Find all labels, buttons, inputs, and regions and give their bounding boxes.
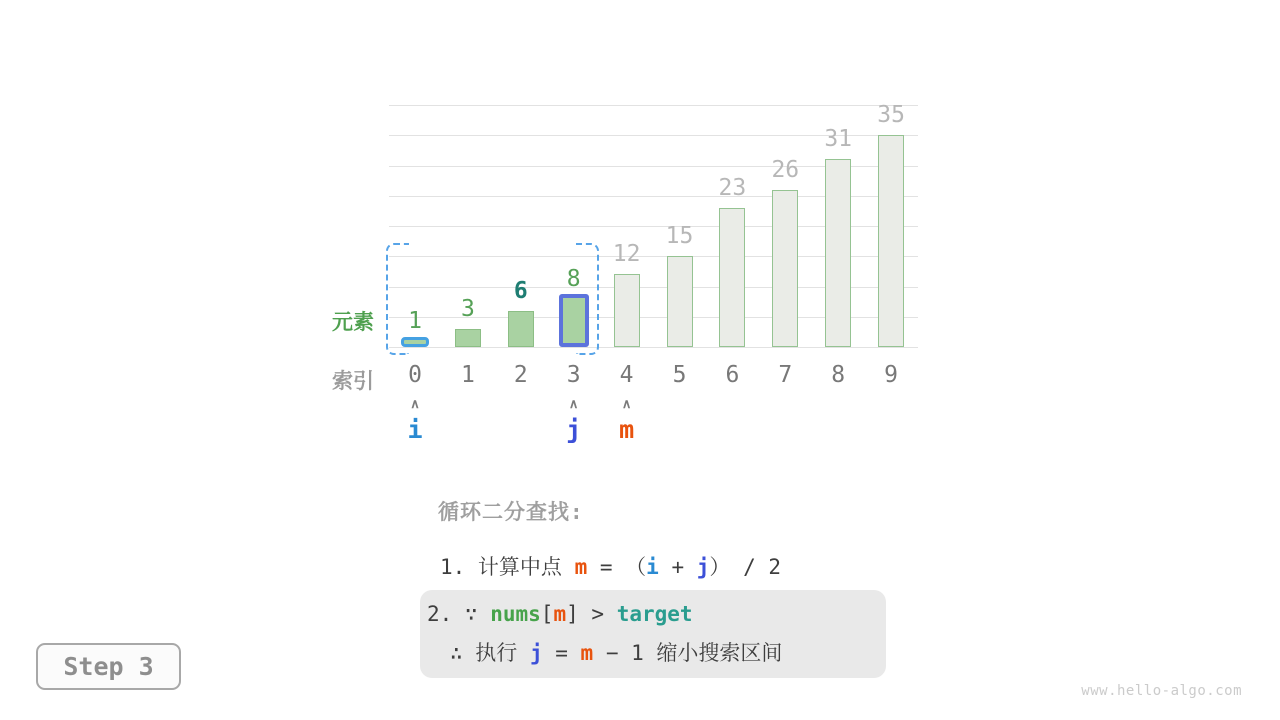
- bar-index-7: [772, 190, 798, 347]
- index-label: 2: [513, 362, 528, 388]
- index-label: 4: [619, 362, 634, 388]
- bar-index-0: [401, 337, 429, 347]
- watermark-url: www.hello-algo.com: [1081, 683, 1242, 699]
- index-label: 3: [566, 362, 581, 388]
- pointer-label-j: j: [566, 415, 582, 444]
- text-token: +: [658, 555, 697, 579]
- pointer-label-i: i: [407, 415, 423, 444]
- step-badge: [36, 643, 181, 690]
- index-label: 0: [408, 362, 422, 388]
- bar-index-2: [508, 311, 534, 347]
- text-token: j: [696, 555, 710, 579]
- text-token: 1. 计算中点: [440, 555, 575, 579]
- text-token: m: [574, 555, 588, 579]
- pointer-caret: ∧: [568, 396, 579, 411]
- bar-value-label: 12: [612, 241, 641, 268]
- text-token: − 1 缩小搜索区间: [593, 641, 783, 665]
- index-label: 9: [884, 362, 899, 388]
- text-token: ∴ 执行: [450, 641, 530, 665]
- text-token: =: [542, 641, 581, 665]
- element-axis-label: 元素: [332, 311, 374, 334]
- index-label: 8: [831, 362, 846, 388]
- bar-value-label: 31: [824, 126, 853, 153]
- bar-index-6: [719, 208, 745, 347]
- caption-step1-line: [440, 551, 781, 581]
- text-token: （: [625, 555, 647, 579]
- gridline: [389, 105, 918, 106]
- bar-index-1: [455, 329, 481, 347]
- caption-highlight-box: [420, 590, 886, 678]
- bar-index-8: [825, 159, 851, 347]
- text-token: 2. ∵: [427, 602, 491, 626]
- text-token: i: [646, 555, 659, 579]
- text-token: / 2: [730, 555, 781, 579]
- pointer-caret: ∧: [410, 396, 420, 411]
- text-token: j: [529, 641, 543, 665]
- bar-index-5: [667, 256, 693, 347]
- text-token: >: [578, 602, 617, 626]
- gridline: [389, 347, 918, 348]
- text-token: =: [587, 555, 626, 579]
- text-token: ）: [709, 555, 731, 579]
- bar-value-label: 3: [460, 295, 475, 322]
- text-token: [: [540, 602, 554, 626]
- step-badge-label: Step 3: [63, 652, 154, 681]
- bar-value-label: 15: [665, 223, 694, 250]
- text-token: m: [553, 602, 567, 626]
- bar-index-9: [878, 135, 904, 347]
- index-label: 7: [778, 362, 793, 388]
- caption-step2-action: [450, 637, 782, 667]
- bar-value-label: 26: [771, 156, 800, 183]
- index-label: 1: [460, 362, 475, 388]
- pointer-caret: ∧: [621, 396, 632, 411]
- index-label: 6: [725, 362, 740, 388]
- bar-index-3: [559, 294, 589, 347]
- text-token: m: [580, 641, 594, 665]
- caption-heading: 循环二分查找:: [438, 500, 584, 524]
- pointer-label-m: m: [619, 415, 635, 444]
- bar-index-4: [614, 274, 640, 347]
- bar-value-label: 8: [566, 265, 581, 292]
- bar-value-label: 23: [718, 174, 747, 201]
- index-label: 5: [672, 362, 687, 388]
- bar-value-label: 6: [513, 277, 528, 304]
- index-axis-label: 索引: [332, 370, 374, 393]
- bar-value-label: 35: [877, 102, 905, 129]
- text-token: target: [616, 602, 693, 626]
- text-token: ]: [566, 602, 579, 626]
- bar-value-label: 1: [408, 307, 422, 334]
- caption-step2-condition: [427, 602, 693, 626]
- text-token: nums: [490, 602, 541, 626]
